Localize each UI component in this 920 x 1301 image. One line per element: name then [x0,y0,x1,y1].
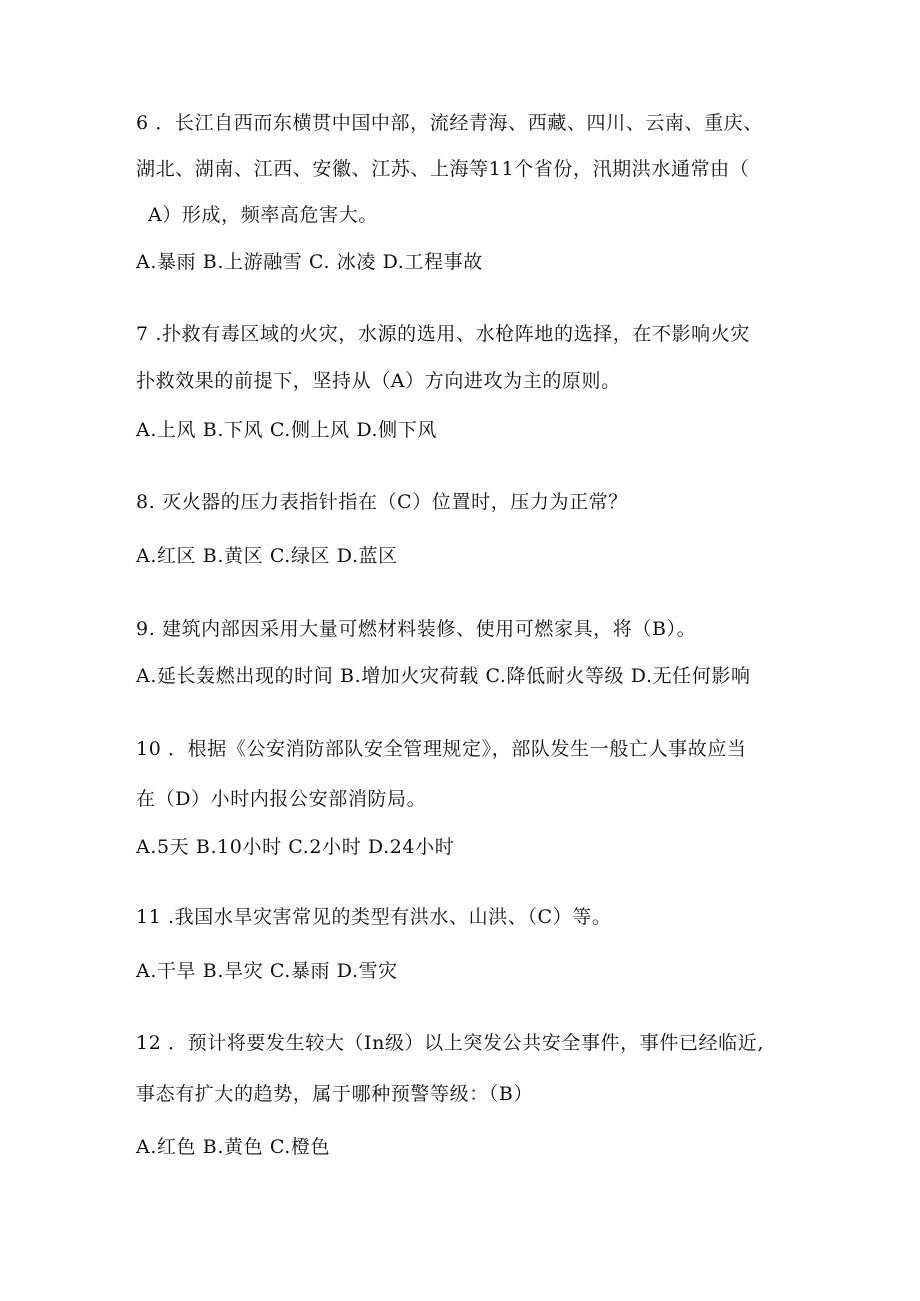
question-12-options: A.红色 B.黄色 C.橙色 [136,1136,331,1158]
question-6-line-2: 湖北、湖南、江西、安徽、江苏、上海等11个省份，汛期洪水通常由（ [136,158,750,180]
question-6-options: A.暴雨 B.上游融雪 C. 冰凌 D.工程事故 [136,251,483,273]
question-8-line-1: 8. 灭火器的压力表指针指在（C）位置时，压力为正常？ [136,491,628,513]
question-6-line-1: 6 ．长江自西而东横贯中国中部，流经青海、西藏、四川、云南、重庆、 [136,112,763,134]
question-12-line-1: 12 ．预计将要发生较大（In级）以上突发公共安全事件，事件已经临近, [136,1032,764,1054]
question-9-options: A.延长轰燃出现的时间 B.增加火灾荷载 C.降低耐火等级 D.无任何影响 [136,665,751,687]
question-12-line-2: 事态有扩大的趋势，属于哪种预警等级：（B） [136,1083,534,1105]
question-8-options: A.红区 B.黄区 C.绿区 D.蓝区 [136,545,398,567]
question-6-line-3: A）形成，频率高危害大。 [148,204,378,226]
question-11-line-1: 11 .我国水旱灾害常见的类型有洪水、山洪、（C）等。 [136,906,612,928]
question-10-line-1: 10 ．根据《公安消防部队安全管理规定》，部队发生一般亡人事故应当 [136,738,747,760]
question-10-options: A.5天 B.10小时 C.2小时 D.24小时 [136,836,455,858]
question-9-line-1: 9. 建筑内部因采用大量可燃材料装修、使用可燃家具，将（B）。 [136,618,697,640]
question-7-options: A.上风 B.下风 C.侧上风 D.侧下风 [136,419,437,441]
question-11-options: A.干旱 B.旱灾 C.暴雨 D.雪灾 [136,960,398,982]
question-7-line-1: 7 .扑救有毒区域的火灾，水源的选用、水枪阵地的选择，在不影响火灾 [136,323,750,345]
question-7-line-2: 扑救效果的前提下，坚持从（A）方向进攻为主的原则。 [136,370,621,392]
question-10-line-2: 在（D）小时内报公安部消防局。 [136,788,427,810]
